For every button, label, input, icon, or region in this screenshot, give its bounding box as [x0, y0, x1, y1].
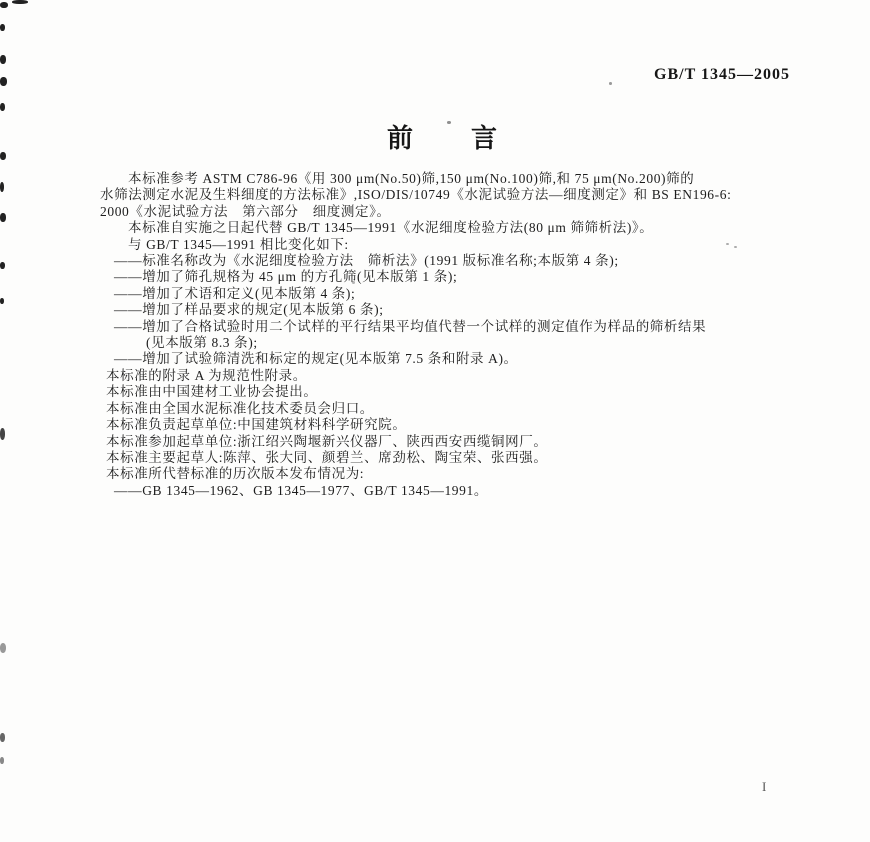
- scan-artifact: [0, 428, 5, 440]
- foreword-line: 本标准自实施之日起代替 GB/T 1345—1991《水泥细度检验方法(80 μm 筛筛析法)》。: [128, 220, 654, 236]
- scan-artifact: [0, 733, 5, 742]
- page-title: 前 言: [386, 124, 499, 153]
- foreword-line: 本标准由中国建材工业协会提出。: [106, 384, 318, 400]
- scan-artifact: [12, 0, 28, 4]
- foreword-lines: [100, 171, 810, 499]
- foreword-line: ——增加了样品要求的规定(见本版第 6 条);: [114, 302, 384, 318]
- foreword-line: ——增加了术语和定义(见本版第 4 条);: [114, 285, 356, 301]
- foreword-line: ——标准名称改为《水泥细度检验方法 筛析法》(1991 版标准名称;本版第 4 条);: [114, 253, 619, 269]
- scan-artifact: [0, 103, 5, 111]
- foreword-line: 与 GB/T 1345—1991 相比变化如下:: [128, 236, 349, 252]
- scan-artifact: [0, 262, 5, 269]
- foreword-line: 本标准所代替标准的历次版本发布情况为:: [106, 466, 365, 482]
- scan-artifact: [0, 24, 5, 31]
- foreword-line: 本标准参考 ASTM C786-96《用 300 μm(No.50)筛,150 μm(No.100)筛,和 75 μm(No.200)筛的: [128, 171, 695, 186]
- scan-artifact: [0, 55, 6, 64]
- scan-artifact: [0, 2, 8, 8]
- standard-number: GB/T 1345—2005: [654, 66, 790, 83]
- foreword-line: (见本版第 8.3 条);: [146, 335, 258, 351]
- foreword-line: 本标准主要起草人:陈萍、张大同、颜碧兰、席劲松、陶宝荣、张西强。: [106, 449, 548, 465]
- page-number: I: [762, 779, 767, 794]
- scan-artifact: [0, 182, 4, 192]
- scan-artifact: [0, 757, 4, 764]
- foreword-line: ——增加了合格试验时用二个试样的平行结果平均值代替一个试样的测定值作为样品的筛析结果: [114, 318, 707, 334]
- foreword-line: 水筛法测定水泥及生料细度的方法标准》,ISO/DIS/10749《水泥试验方法—细度测定》和 BS EN196-6:: [100, 187, 732, 203]
- foreword-line: 本标准的附录 A 为规范性附录。: [106, 367, 307, 383]
- foreword-line: ——增加了试验筛清洗和标定的规定(见本版第 7.5 条和附录 A)。: [114, 351, 518, 367]
- foreword-line: 本标准负责起草单位:中国建筑材料科学研究院。: [106, 417, 407, 433]
- scan-artifact: [0, 213, 6, 222]
- scan-artifact: [0, 643, 6, 653]
- scan-artifact: [0, 298, 4, 304]
- foreword-line: ——GB 1345—1962、GB 1345—1977、GB/T 1345—1991。: [114, 482, 488, 498]
- foreword-line: 本标准参加起草单位:浙江绍兴陶堰新兴仪器厂、陕西西安西缆铜网厂。: [106, 433, 548, 449]
- foreword-line: 2000《水泥试验方法 第六部分 细度测定》。: [100, 203, 391, 219]
- foreword-line: ——增加了筛孔规格为 45 μm 的方孔筛(见本版第 1 条);: [114, 269, 458, 285]
- foreword-line: 本标准由全国水泥标准化技术委员会归口。: [106, 400, 374, 416]
